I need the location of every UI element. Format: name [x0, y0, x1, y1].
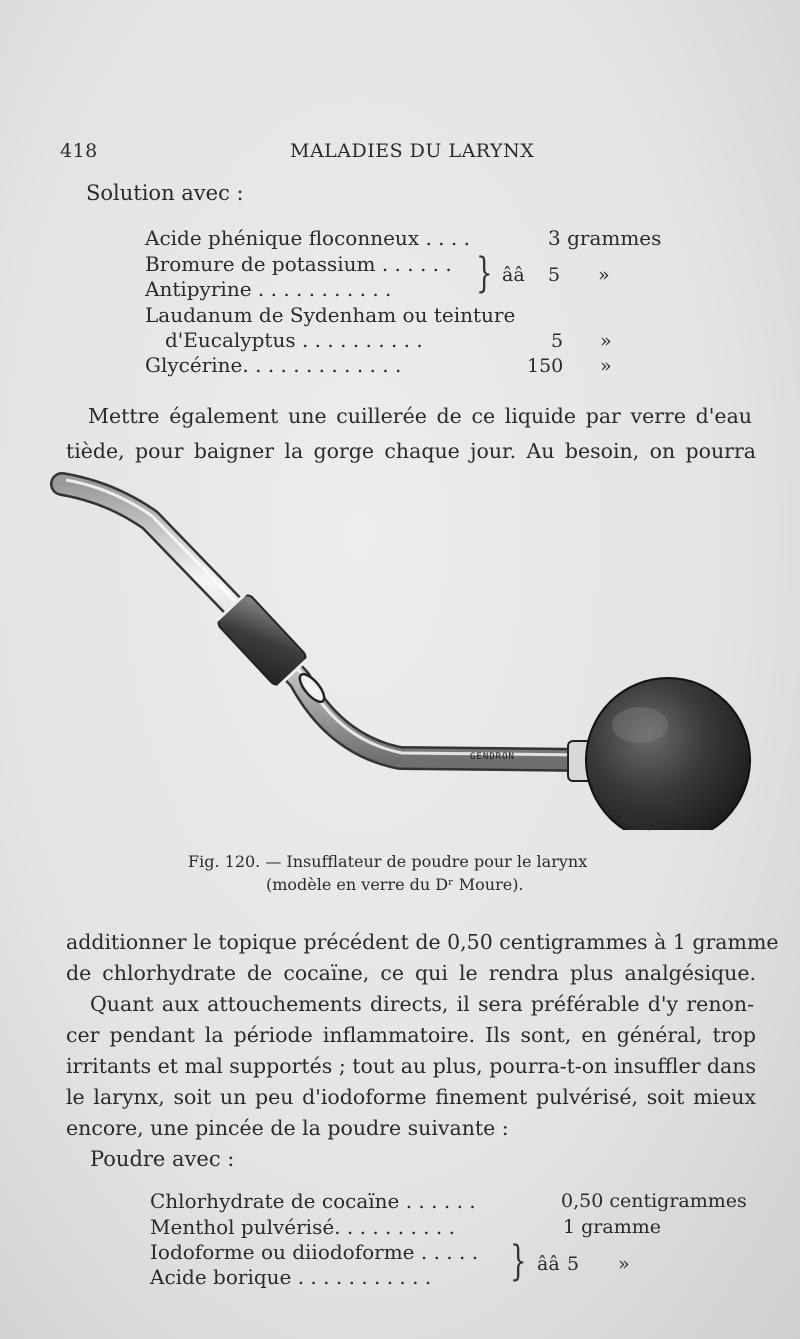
ditto-mark: » [600, 330, 612, 352]
ditto-mark: » [598, 264, 610, 286]
paragraph-line: tiède, pour baigner la gorge chaque jour. Au besoin, on pourra [66, 439, 756, 463]
ingredient-name: Glycérine. . . . . . . . . . . . . [145, 353, 402, 377]
ingredient-name: Menthol pulvérisé. . . . . . . . . . [150, 1215, 455, 1239]
section-lead: Poudre avec : [90, 1147, 235, 1171]
paragraph-line: Mettre également une cuillerée de ce liquide par verre d'eau [88, 404, 752, 428]
ingredient-amount: 0,50 centigrammes [561, 1190, 747, 1212]
group-amount: 5 [567, 1253, 580, 1275]
figure-caption: (modèle en verre du Dʳ Moure). [266, 875, 524, 894]
grouping-brace: } [476, 250, 493, 298]
maker-stamp: GENDRON [470, 752, 515, 762]
ingredient-amount: 1 gramme [563, 1216, 661, 1238]
group-label: ââ [502, 264, 525, 286]
page-number: 418 [60, 140, 98, 162]
engraver-signature: ROUX [619, 813, 653, 834]
paragraph-line: irritants et mal supportés ; tout au plus, pourra-t-on insuffler dans [66, 1054, 756, 1078]
ingredient-name: Laudanum de Sydenham ou teinture [145, 303, 516, 327]
paragraph-line: cer pendant la période inflammatoire. Ils sont, en général, trop [66, 1023, 756, 1047]
insufflator-illustration [0, 470, 800, 830]
ditto-mark: » [618, 1253, 630, 1275]
group-amount: 5 [548, 264, 561, 286]
running-title: MALADIES DU LARYNX [290, 140, 535, 162]
paragraph-line: Quant aux attouchements directs, il sera préférable d'y renon- [90, 992, 754, 1016]
section-lead: Solution avec : [86, 181, 244, 205]
ingredient-name: Iodoforme ou diiodoforme . . . . . [150, 1240, 479, 1264]
ingredient-amount: 5 [551, 330, 564, 352]
ingredient-name: Acide borique . . . . . . . . . . . [150, 1265, 432, 1289]
paragraph-line: additionner le topique précédent de 0,50 centigrammes à 1 gramme [66, 930, 779, 954]
ingredient-name: Antipyrine . . . . . . . . . . . [145, 277, 392, 301]
ingredient-name: Acide phénique floconneux . . . . [145, 226, 470, 250]
figure-caption: Fig. 120. — Insufflateur de poudre pour le larynx [188, 852, 588, 871]
paragraph-line: le larynx, soit un peu d'iodoforme finement pulvérisé, soit mieux [66, 1085, 756, 1109]
rubber-bulb-icon [586, 678, 750, 830]
paragraph-line: encore, une pincée de la poudre suivante : [66, 1116, 509, 1140]
ingredient-name: Chlorhydrate de cocaïne . . . . . . [150, 1189, 476, 1213]
paragraph-line: de chlorhydrate de cocaïne, ce qui le rendra plus analgésique. [66, 961, 756, 985]
ingredient-name: d'Eucalyptus . . . . . . . . . . [165, 328, 423, 352]
group-label: ââ [537, 1253, 560, 1275]
ingredient-amount: 150 [527, 355, 564, 377]
grouping-brace: } [510, 1238, 527, 1286]
ditto-mark: » [600, 355, 612, 377]
ingredient-name: Bromure de potassium . . . . . . [145, 252, 452, 276]
ingredient-amount: 3 grammes [548, 226, 662, 250]
